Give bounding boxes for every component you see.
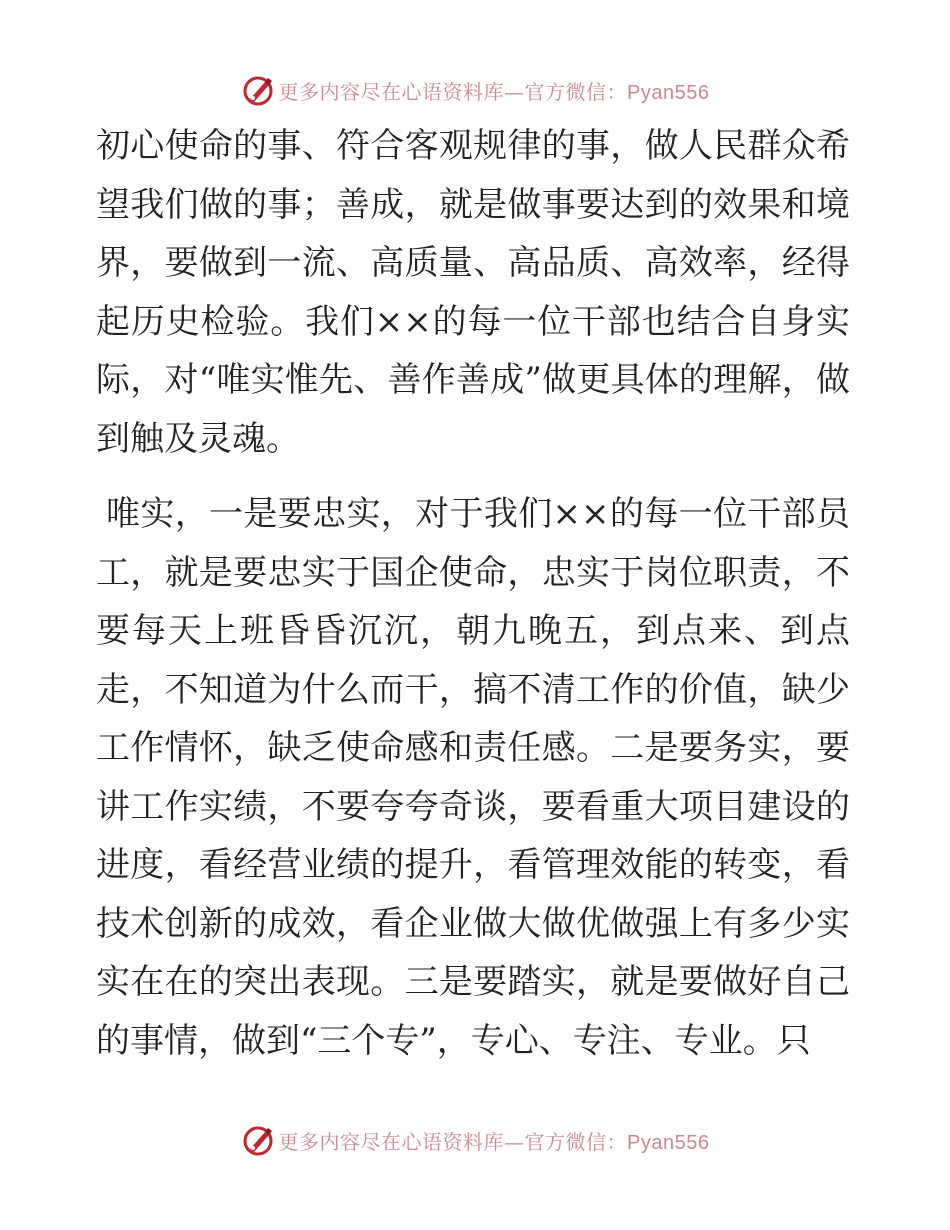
watermark-text: 更多内容尽在心语资料库—官方微信：Pyan556 bbox=[278, 79, 710, 104]
watermark-text: 更多内容尽在心语资料库—官方微信：Pyan556 bbox=[278, 1129, 710, 1154]
watermark-wechat-id: Pyan556 bbox=[627, 81, 710, 104]
pen-in-circle-icon bbox=[241, 73, 275, 107]
document-body bbox=[96, 117, 850, 1070]
pen-in-circle-icon bbox=[241, 1123, 275, 1157]
paragraph-2: 唯实，一是要忠实，对于我们××的每一位干部员工，就是要忠实于国企使命，忠实于岗位职责，不要每天上班昏昏沉沉，朝九晚五，到点来、到点走，不知道为什么而干，搞不清工作的价值，缺少工作情怀，缺乏使命感和责任感。二是要务实，要讲工作实绩，不要夸夸奇谈，要看重大项目建设的进度，看经营业绩的提升，看管理效能的转变，看技术创新的成效，看企业做大做优做强上有多少实实在在的突出表现。三是要踏实，就是要做好自己的事情，做到“三个专”，专心、专注、专业。只 bbox=[96, 494, 850, 1061]
watermark-wechat-id: Pyan556 bbox=[627, 1131, 710, 1154]
footer-watermark bbox=[0, 1120, 950, 1160]
header-watermark bbox=[0, 70, 950, 110]
paragraph-1: 初心使命的事、符合客观规律的事，做人民群众希望我们做的事；善成，就是做事要达到的效果和境界，要做到一流、高质量、高品质、高效率，经得起历史检验。我们××的每一位干部也结合自身实际，对“唯实惟先、善作善成”做更具体的理解，做到触及灵魂。 bbox=[96, 126, 850, 459]
